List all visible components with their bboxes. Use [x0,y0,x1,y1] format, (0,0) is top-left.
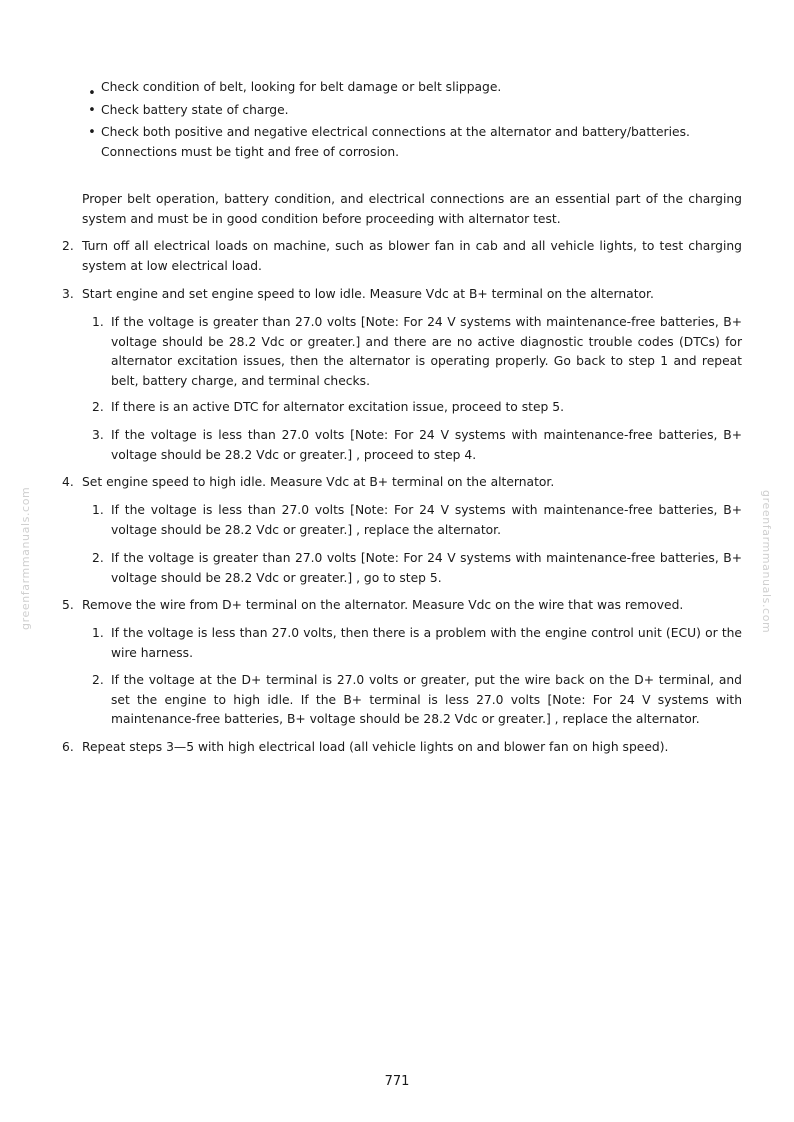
substep-number: 2. [92,400,104,414]
step-item [62,473,742,493]
bullet-icon: • [88,86,96,101]
step-text: Turn off all electrical loads on machine, such as blower fan in cab and all vehicle lights, to test charging system at low electrical load. [82,239,742,273]
bullet-text: Check both positive and negative electrical connections at the alternator and battery/batteries. Connections must be tight and free of corrosion. [101,125,690,159]
substep-item [92,624,742,663]
step-item [62,237,742,276]
substep-number: 1. [92,315,104,329]
step-item [62,285,742,305]
substep-number: 3. [92,428,104,442]
substep-text: If the voltage is less than 27.0 volts [Note: For 24 V systems with maintenance-free batteries, B+ voltage should be 28.2 Vdc or greater.] , replace the alternator. [111,503,742,537]
bullet-icon: • [88,103,96,118]
substep-item [92,501,742,540]
substep-item [92,313,742,391]
bullet-text: Check battery state of charge. [101,103,289,117]
substep-text: If the voltage is greater than 27.0 volts [Note: For 24 V systems with maintenance-free batteries, B+ voltage should be 28.2 Vdc or greater.] and there are no active diagnostic trouble codes (DTCs) for alternator excitation issues, then the alternator is operating properly. Go back to step 1 and repeat belt, battery charge, and terminal checks. [111,315,742,388]
step-item [62,596,742,616]
step-text: Start engine and set engine speed to low idle. Measure Vdc at B+ terminal on the alternator. [82,287,654,301]
step-text: Set engine speed to high idle. Measure Vdc at B+ terminal on the alternator. [82,475,555,489]
bullet-item [88,78,742,101]
step-text: Remove the wire from D+ terminal on the alternator. Measure Vdc on the wire that was removed. [82,598,684,612]
watermark-left: greenfarmmanuals.com [19,486,32,630]
step-number: 3. [62,287,74,301]
substep-text: If the voltage is greater than 27.0 volts [Note: For 24 V systems with maintenance-free batteries, B+ voltage should be 28.2 Vdc or greater.] , go to step 5. [111,551,742,585]
bullet-item [88,123,742,162]
substep-text: If the voltage at the D+ terminal is 27.0 volts or greater, put the wire back on the D+ terminal, and set the engine to high idle. If the B+ terminal is less 27.0 volts [Note: For 24 V systems with maintenance-free batteries, B+ voltage should be 28.2 Vdc or greater.] , replace the alternator. [111,673,742,726]
substep-number: 1. [92,626,104,640]
step-number: 4. [62,475,74,489]
substep-number: 2. [92,673,104,687]
substep-text: If there is an active DTC for alternator excitation issue, proceed to step 5. [111,400,564,414]
substep-number: 1. [92,503,104,517]
substep-item [92,549,742,588]
watermark-right: greenfarmmanuals.com [760,490,773,634]
bullet-text: Check condition of belt, looking for belt damage or belt slippage. [101,80,502,94]
step-number: 5. [62,598,74,612]
substep-item [92,426,742,465]
step-number: 2. [62,239,74,253]
step-item [62,738,742,758]
intro-paragraph: Proper belt operation, battery condition, and electrical connections are an essential part of the charging system and must be in good condition before proceeding with alternator test. [82,192,742,226]
step-number: 6. [62,740,74,754]
substep-text: If the voltage is less than 27.0 volts, then there is a problem with the engine control unit (ECU) or the wire harness. [111,626,742,660]
bullet-icon: • [88,125,96,140]
page-number: 771 [384,1074,410,1089]
substep-item [92,671,742,730]
bullet-item [88,101,742,121]
step-text: Repeat steps 3—5 with high electrical load (all vehicle lights on and blower fan on high speed). [82,740,669,754]
substep-item [92,398,742,418]
substep-number: 2. [92,551,104,565]
substep-text: If the voltage is less than 27.0 volts [Note: For 24 V systems with maintenance-free batteries, B+ voltage should be 28.2 Vdc or greater.] , proceed to step 4. [111,428,742,462]
